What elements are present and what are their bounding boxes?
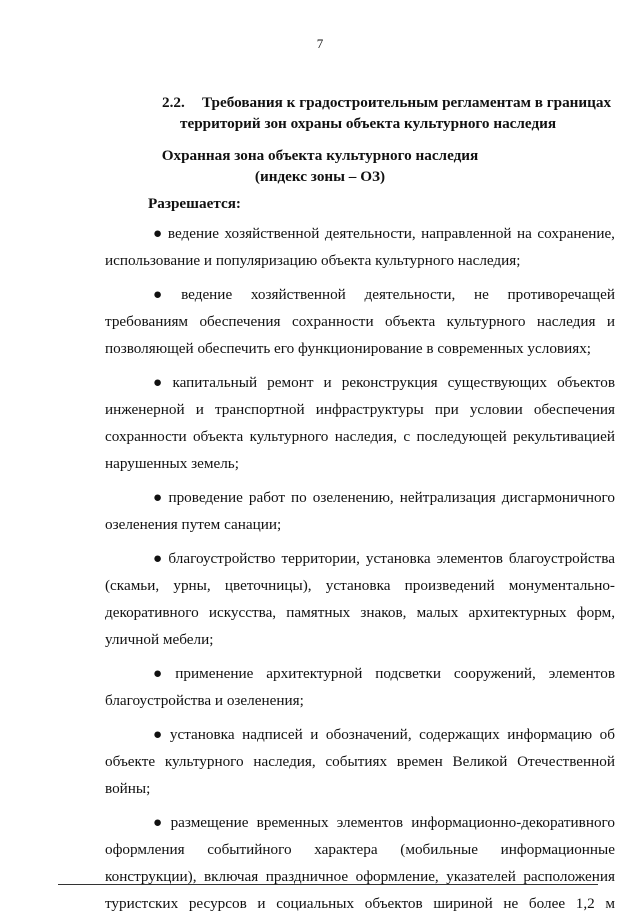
list-item-text: благоустройство территории, установка элементов благоустройства (скамьи, урны, цветочницы), установка произведений монументально-декоративного искусства, памятных знаков, малых архитектурных форм, уличной мебели; — [105, 550, 615, 648]
list-item-text: применение архитектурной подсветки сооружений, элементов благоустройства и озеленения; — [105, 665, 615, 709]
list-item-text: ведение хозяйственной деятельности, направленной на сохранение, использование и популяризацию объекта культурного наследия; — [105, 225, 615, 269]
section-title-line2: территорий зон охраны объекта культурного наследия — [180, 115, 557, 132]
list-item — [105, 220, 615, 274]
list-item — [105, 484, 615, 538]
section-number: 2.2. — [162, 94, 185, 111]
list-item — [105, 281, 615, 362]
bullet-icon: ● — [153, 374, 169, 391]
zone-title-line1: Охранная зона объекта культурного наследия — [161, 147, 479, 164]
section-heading — [162, 92, 622, 134]
list-item-text: размещение временных элементов информационно-декоративного оформления событийного характера (мобильные информационные конструкции), включая праздничное оформление, указателей расположения туристских ресурсов и социальных объектов шириной не более 1,2 м — [105, 814, 615, 912]
bullet-icon: ● — [153, 225, 164, 242]
allowed-list — [105, 220, 615, 924]
list-item — [105, 721, 615, 802]
list-item — [105, 545, 615, 653]
page-number: 7 — [316, 36, 324, 51]
bullet-icon: ● — [153, 550, 165, 567]
list-item-text: проведение работ по озеленению, нейтрализация дисгармоничного озеленения путем санации; — [105, 489, 615, 533]
zone-title — [0, 145, 640, 187]
bullet-icon: ● — [153, 665, 172, 682]
section-title-line1: Требования к градостроительным регламентам в границах — [202, 94, 612, 111]
list-item-text: капитальный ремонт и реконструкция существующих объектов инженерной и транспортной инфраструктуры при условии обеспечения сохранности объекта культурного наследия, с последующей рекультивацией нарушенных земель; — [105, 374, 615, 472]
zone-title-line2: (индекс зоны – ОЗ) — [254, 168, 386, 185]
list-item — [105, 369, 615, 477]
bullet-icon: ● — [153, 814, 167, 831]
page-bottom-rule — [58, 884, 598, 885]
bullet-icon: ● — [153, 286, 178, 303]
list-item-text: установка надписей и обозначений, содержащих информацию об объекте культурного наследия, событиях времен Великой Отечественной войны; — [105, 726, 615, 797]
list-item — [105, 660, 615, 714]
bullet-icon: ● — [153, 489, 165, 506]
allowed-label: Разрешается: — [148, 195, 241, 212]
list-item-text: ведение хозяйственной деятельности, не противоречащей требованиям обеспечения сохранности объекта культурного наследия и позволяющей обеспечить его функционирование в современных условиях; — [105, 286, 615, 357]
list-item — [105, 809, 615, 917]
bullet-icon: ● — [153, 726, 166, 743]
